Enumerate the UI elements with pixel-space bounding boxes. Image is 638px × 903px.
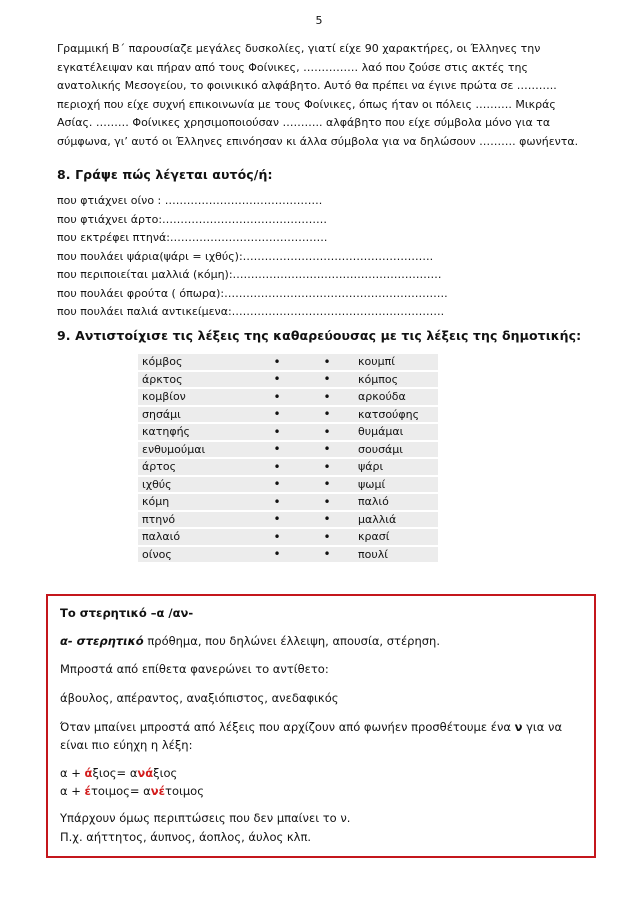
table-row <box>138 494 438 510</box>
right-bullet[interactable]: • <box>302 389 352 405</box>
right-bullet[interactable]: • <box>302 547 352 563</box>
left-bullet[interactable]: • <box>252 477 302 493</box>
left-word: ιχθύς <box>138 477 252 493</box>
rule-line-5: Υπάρχουν όμως περιπτώσεις που δεν μπαίνει το ν. <box>60 811 351 825</box>
right-bullet[interactable]: • <box>302 442 352 458</box>
rule-line-4 <box>60 718 585 754</box>
intro-paragraph: Γραμμική Β΄ παρουσίαζε μεγάλες δυσκολίες, γιατί είχε 90 χαρακτήρες, οι Έλληνες την εγκατέλειψαν και πήραν από τους Φοίνικες, …………… λαό που ζούσε στις ακτές της ανατολικής Μεσογείου, το φοινικικό αλφάβητο. Αυτό θα πρέπει να έγινε πρώτα σε ……….. περιοχή που είχε συχνή επικοινωνία με τους Φοίνικες, όπως ήταν οι πόλεις ………. Μικράς Ασίας. ……… Φοίνικες χρησιμοποιούσαν ……….. αλφάβητο που είχε σύμβολα μόνο για τα σύμφωνα, γι’ αυτό οι Έλληνες επινόησαν κι άλλα σύμβολα για να δηλώσουν ………. φωνήεντα. <box>57 42 579 148</box>
left-bullet[interactable]: • <box>252 442 302 458</box>
left-word: κομβίον <box>138 389 252 405</box>
left-word: παλαιό <box>138 529 252 545</box>
left-bullet[interactable]: • <box>252 547 302 563</box>
rule-line-4-text: Όταν μπαίνει μπροστά από λέξεις που αρχίζουν από φωνήεν προσθέτουμε ένα <box>60 720 515 734</box>
list-item: που πουλάει παλιά αντικείμενα:…………………………………………………. <box>57 305 445 318</box>
right-bullet[interactable]: • <box>302 494 352 510</box>
example-highlight: ά <box>84 766 93 780</box>
left-word: άρκτος <box>138 372 252 388</box>
right-word: ψάρι <box>352 459 438 475</box>
example-highlight: έ <box>84 784 91 798</box>
rule-line-4-rest: για να είναι πιο εύηχη η λέξη: <box>60 720 563 752</box>
right-word: πουλί <box>352 547 438 563</box>
table-row <box>138 372 438 388</box>
right-bullet[interactable]: • <box>302 407 352 423</box>
table-row <box>138 529 438 545</box>
table-row <box>138 354 438 370</box>
right-bullet[interactable]: • <box>302 477 352 493</box>
left-bullet[interactable]: • <box>252 354 302 370</box>
rule-line-4-letter: ν <box>514 720 523 734</box>
right-word: θυμάμαι <box>352 424 438 440</box>
list-item: που πουλάει ψάρια(ψάρι = ιχθύς):……………………………………………. <box>57 249 434 263</box>
right-word: αρκούδα <box>352 389 438 405</box>
section-8-list <box>57 192 448 322</box>
right-bullet[interactable]: • <box>302 512 352 528</box>
left-word: πτηνό <box>138 512 252 528</box>
table-row <box>138 512 438 528</box>
left-word: κόμβος <box>138 354 252 370</box>
rule-definition <box>60 632 585 650</box>
left-word: οίνος <box>138 547 252 563</box>
example-text: τοιμος <box>165 784 204 798</box>
example-1 <box>60 764 585 782</box>
right-bullet[interactable]: • <box>302 372 352 388</box>
left-bullet[interactable]: • <box>252 389 302 405</box>
list-item: που περιποιείται μαλλιά (κόμη):………………………………………………… <box>57 268 442 281</box>
rule-box <box>46 594 596 858</box>
right-word: παλιό <box>352 494 438 510</box>
example-highlight: ν <box>150 784 159 798</box>
left-bullet[interactable]: • <box>252 459 302 475</box>
right-word: μαλλιά <box>352 512 438 528</box>
right-word: κόμπος <box>352 372 438 388</box>
left-word: κόμη <box>138 494 252 510</box>
rule-line-3: άβουλος, απέραντος, αναξιόπιστος, ανεδαφικός <box>60 691 339 705</box>
example-2 <box>60 782 585 800</box>
table-row <box>138 424 438 440</box>
left-bullet[interactable]: • <box>252 529 302 545</box>
table-row <box>138 442 438 458</box>
rule-line-6: Π.χ. αήττητος, άυπνος, άοπλος, άυλος κλπ. <box>60 830 312 844</box>
definition-text: πρόθημα, που δηλώνει έλλειψη, απουσία, στέρηση. <box>143 634 440 648</box>
table-row <box>138 477 438 493</box>
left-word: σησάμι <box>138 407 252 423</box>
right-word: κατσούφης <box>352 407 438 423</box>
section-9-title: 9. Αντιστοίχισε τις λέξεις της καθαρεύουσας με τις λέξεις της δημοτικής: <box>57 328 582 343</box>
table-row <box>138 459 438 475</box>
example-text: ξιος <box>153 766 178 780</box>
list-item: που φτιάχνει άρτο:……………………………………… <box>57 212 328 226</box>
table-row <box>138 389 438 405</box>
left-bullet[interactable]: • <box>252 424 302 440</box>
left-bullet[interactable]: • <box>252 372 302 388</box>
right-bullet[interactable]: • <box>302 459 352 475</box>
table-row <box>138 547 438 563</box>
left-word: ενθυμούμαι <box>138 442 252 458</box>
example-text: ξιος= α <box>92 766 138 780</box>
matching-table <box>138 352 438 564</box>
right-word: σουσάμι <box>352 442 438 458</box>
list-item: που φτιάχνει οίνο : ……………………………………. <box>57 194 323 207</box>
right-bullet[interactable]: • <box>302 354 352 370</box>
right-bullet[interactable]: • <box>302 424 352 440</box>
section-8-title: 8. Γράψε πώς λέγεται αυτός/ή: <box>57 167 273 182</box>
page-number: 5 <box>315 14 323 27</box>
right-word: κουμπί <box>352 354 438 370</box>
list-item: που εκτρέφει πτηνά:……………………………………. <box>57 231 328 244</box>
table-row <box>138 407 438 423</box>
left-bullet[interactable]: • <box>252 512 302 528</box>
left-bullet[interactable]: • <box>252 407 302 423</box>
example-text: τοιμος= α <box>90 784 151 798</box>
example-text: α + <box>60 766 85 780</box>
right-word: κρασί <box>352 529 438 545</box>
definition-term: α- στερητικό <box>60 634 144 648</box>
example-highlight: ν <box>137 766 146 780</box>
left-bullet[interactable]: • <box>252 494 302 510</box>
example-highlight: ά <box>145 766 154 780</box>
example-highlight: έ <box>158 784 166 798</box>
rule-line-2: Μπροστά από επίθετα φανερώνει το αντίθετο: <box>60 662 329 676</box>
rule-title: Το στερητικό –α /αν- <box>60 606 194 620</box>
left-word: άρτος <box>138 459 252 475</box>
right-bullet[interactable]: • <box>302 529 352 545</box>
right-word: ψωμί <box>352 477 438 493</box>
left-word: κατηφής <box>138 424 252 440</box>
list-item: που πουλάει φρούτα ( όπωρα):……………………………………………………. <box>57 286 448 300</box>
example-text: α + <box>60 784 85 798</box>
